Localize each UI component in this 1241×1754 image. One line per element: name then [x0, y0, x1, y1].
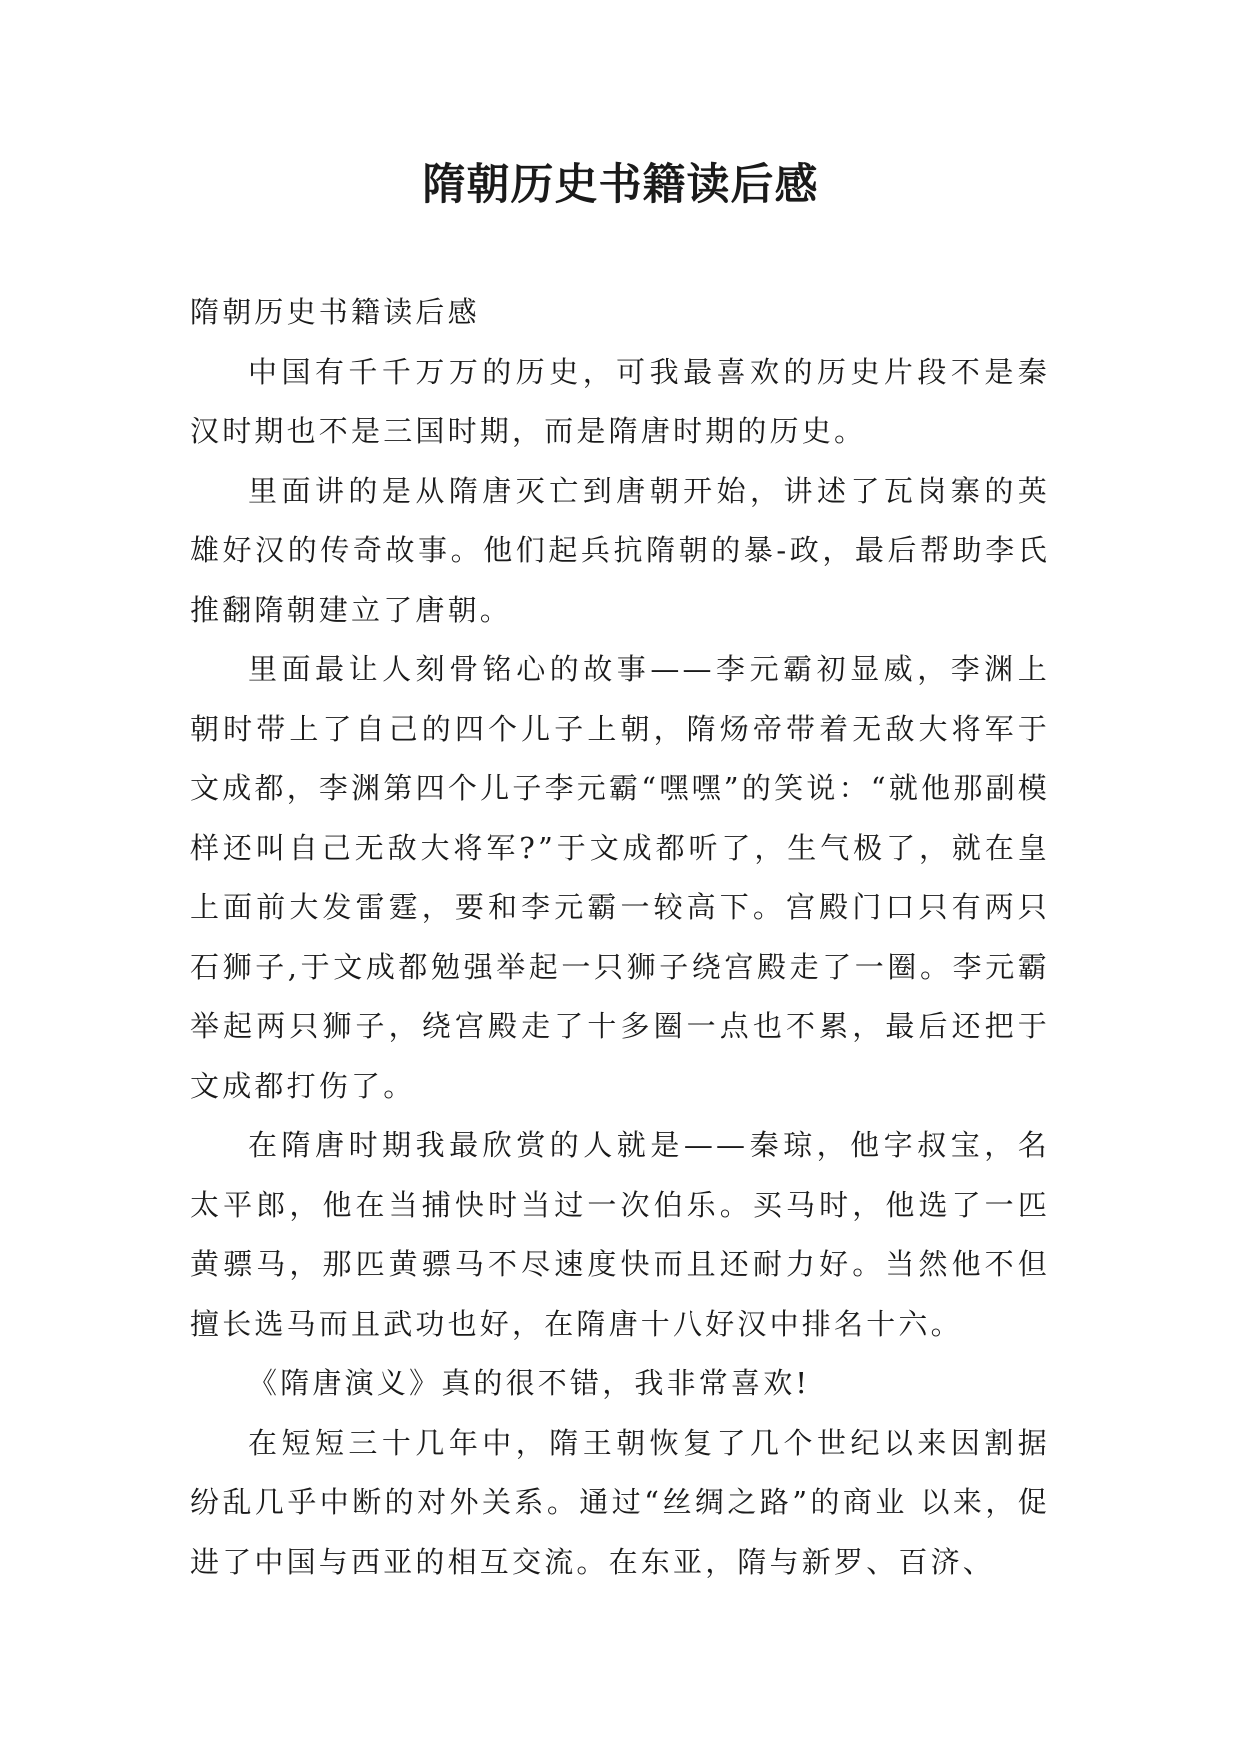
body-heading-line: 隋朝历史书籍读后感	[190, 295, 480, 329]
document-title: 隋朝历史书籍读后感	[422, 160, 819, 210]
paragraph-li-yuanba: 里面最让人刻骨铭心的故事——李元霸初显威，李渊上朝时带上了自己的四个儿子上朝，隋炀帝带着无敌大将军于文成都，李渊第四个儿子李元霸“嘿嘿”的笑说：“就他那副模样还叫自己无敌大将军?”于文成都听了，生气极了，就在皇上面前大发雷霆，要和李元霸一较高下。宫殿门口只有两只石狮子,于文成都勉强举起一只狮子绕宫殿走了一圈。李元霸举起两只狮子，绕宫殿走了十多圈一点也不累，最后还把于文成都打伤了。	[190, 652, 1050, 1103]
paragraph-qin-qiong: 在隋唐时期我最欣赏的人就是——秦琼，他字叔宝，名太平郎，他在当捕快时当过一次伯乐。买马时，他选了一匹黄骠马，那匹黄骠马不尽速度快而且还耐力好。当然他不但擅长选马而且武功也好，在隋唐十八好汉中排名十六。	[190, 1128, 1050, 1341]
paragraph-intro: 中国有千千万万的历史，可我最喜欢的历史片段不是秦汉时期也不是三国时期，而是隋唐时期的历史。	[190, 354, 1050, 448]
paragraph-wagang: 里面讲的是从隋唐灭亡到唐朝开始，讲述了瓦岗寨的英雄好汉的传奇故事。他们起兵抗隋朝的暴-政，最后帮助李氏推翻隋朝建立了唐朝。	[190, 473, 1050, 627]
paragraph-conclusion: 《隋唐演义》真的很不错，我非常喜欢!	[248, 1366, 811, 1400]
document-body	[190, 283, 1050, 1592]
paragraph-foreign-relations: 在短短三十几年中，隋王朝恢复了几个世纪以来因割据纷乱几乎中断的对外关系。通过“丝绸之路”的商业 以来，促进了中国与西亚的相互交流。在东亚，隋与新罗、百济、	[190, 1425, 1050, 1579]
